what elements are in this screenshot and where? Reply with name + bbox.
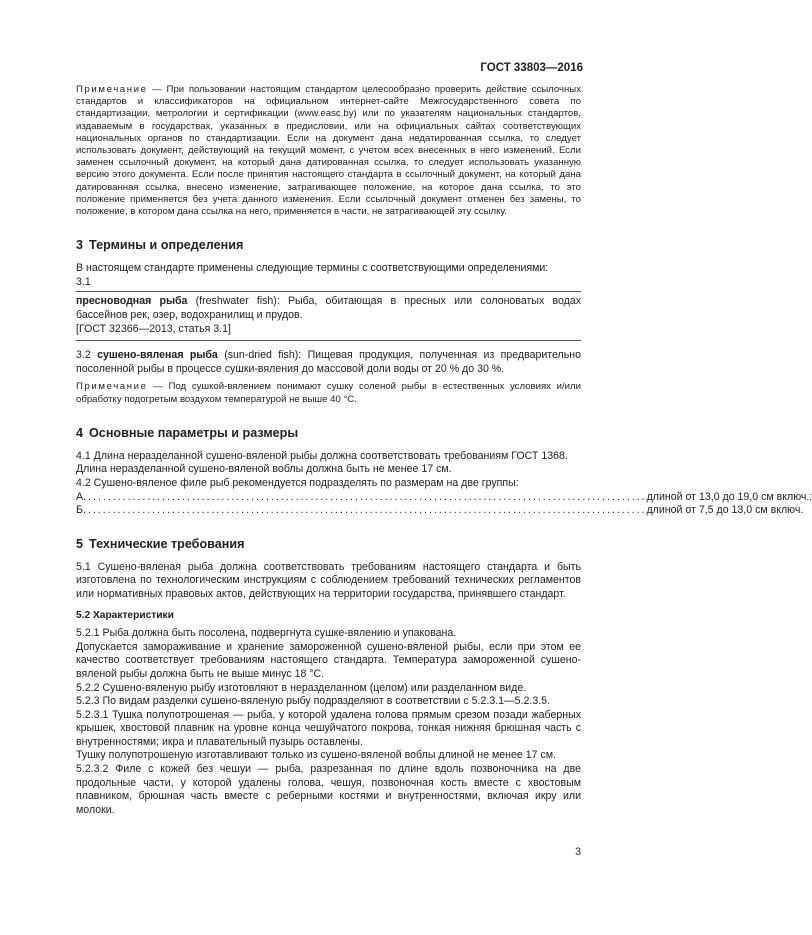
note-drying: [76, 381, 581, 405]
term-3-1-reference: [ГОСТ 32366—2013, статья 3.1]: [76, 322, 231, 335]
term-3-1-term: пресноводная рыба: [76, 295, 188, 308]
note-references: [76, 84, 581, 218]
group-b-label: Б: [76, 504, 83, 517]
term-3-1-def-text: Рыба, обитающая в пресных или солоноватых водах бассейнов рек, озер, водохранилищ и прудов.: [76, 295, 581, 322]
section-number: 3: [76, 238, 84, 253]
page-content: [76, 84, 812, 817]
section-3-heading: [76, 238, 581, 252]
para-4-2: 4.2 Сушено-вяленое филе рыб рекомендуется подразделять по размерам на две группы:: [76, 476, 519, 489]
para-5-2-1-freezing: Допускается замораживание и хранение замороженной сушено-вяленой рыбы, если при этом ее качество соответствует требованиям настоящего стандарта. Температура замороженной сушено-вяленой рыбы должна быть не выше минус 18 °С.: [76, 640, 581, 680]
para-5-2-3-1-vobla: Тушку полупотрошеную изготавливают только из сушено-вяленой воблы длиной не менее 17 см.: [76, 749, 556, 762]
term-3-2-english: (sun-dried fish):: [224, 349, 302, 362]
note-lead: Примечание: [76, 84, 148, 95]
para-5-2-3-1: 5.2.3.1 Тушка полупотрошеная — рыба, у которой удалена голова прямым срезом позади жаберных крышек, хвостовой плавник на уровне конца чешуйчатого покрова, тонкая нижняя брюшная часть с внутренностями; икра и плавательный пузырь оставлены.: [76, 708, 581, 748]
note-lead: Примечание: [76, 381, 148, 393]
section-4-body: [76, 449, 812, 518]
term-3-2-term: сушено-вяленая рыба: [97, 349, 218, 362]
section-5-heading: [76, 537, 581, 551]
subsection-5-2-heading: 5.2 Характеристики: [76, 609, 174, 621]
term-3-1-box: [76, 291, 581, 341]
group-b-row: Б .................................................................................................................. длиной от 7,5 до 13,0 см включ.: [76, 504, 804, 517]
para-5-2-2: 5.2.2 Сушено-вяленую рыбу изготовляют в неразделанном (целом) или разделанном виде.: [76, 681, 527, 694]
para-5-2-3-2: 5.2.3.2 Филе с кожей без чешуи — рыба, разрезанная по длине вдоль позвоночника на две продольные части, у которой удалены голова, чешуя, позвоночная кость вместе с хвостовым плавником, брюшная часть вместе с реберными костями и внутренностями, включая икру или молоки.: [76, 763, 581, 816]
para-5-2-1: 5.2.1 Рыба должна быть посолена, подвергнута сушке-вялению и упакована.: [76, 627, 457, 640]
group-a-text: длиной от 13,0 до 19,0 см включ.;: [646, 490, 812, 503]
section-number: 5: [76, 536, 84, 551]
term-3-1-definition: [76, 295, 581, 322]
term-3-1-english: (freshwater fish):: [195, 295, 280, 308]
para-5-2-3: 5.2.3 По видам разделки сушено-вяленую рыбу подразделяют в соответствии с 5.2.3.1—5.2.3.5.: [76, 695, 550, 708]
para-4-1: 4.1 Длина неразделанной сушено-вяленой рыбы должна соответствовать требованиям ГОСТ 1368.: [76, 449, 568, 462]
document-code: ГОСТ 33803—2016: [480, 62, 583, 74]
term-3-1-number: 3.1: [76, 275, 91, 288]
term-3-2-number: 3.2: [76, 349, 91, 362]
section-title: Термины и определения: [89, 238, 244, 253]
section-3-intro: В настоящем стандарте применены следующие термины с соответствующими определениями:: [76, 262, 549, 275]
section-title: Основные параметры и размеры: [89, 425, 299, 440]
group-a-label: А: [76, 490, 84, 503]
group-a-row: А .................................................................................................................. длиной от 13,0 до 19,0 см включ.;: [76, 490, 812, 503]
section-4-heading: [76, 426, 581, 440]
page-number: 3: [575, 846, 581, 858]
section-3-body: [76, 262, 581, 406]
para-4-1-length: Длина неразделанной сушено-вяленой воблы должна быть не менее 17 см.: [76, 463, 452, 476]
section-5-body: [76, 561, 581, 818]
section-number: 4: [76, 425, 84, 440]
note-text: — Под сушкой-вялением понимают сушку соленой рыбы в естественных условиях и/или обработку подогретым воздухом температурой не выше 40 °С.: [76, 381, 581, 405]
term-3-2-def-text: Пищевая продукция, полученная из предварительно посоленной рыбы в процессе сушки-вяления до массовой доли воды от 20 % до 30 %.: [76, 349, 581, 375]
group-b-text: длиной от 7,5 до 13,0 см включ.: [646, 504, 804, 517]
term-3-2-definition: [76, 349, 581, 376]
para-5-1: 5.1 Сушено-вяленая рыба должна соответствовать требованиям настоящего стандарта и быть изготовлена по технологическим инструкциям с соблюдением требований технических регламентов или нормативных правовых актов, действующих на территории государства, принявшего стандарт.: [76, 560, 581, 600]
section-title: Технические требования: [89, 536, 245, 551]
note-text: — При пользовании настоящим стандартом целесообразно проверить действие ссылочных стандартов и классификаторов на официальном интернет-сайте Межгосударственного совета по стандартизации, метрологии и сертификации (www.easc.by) или по указателям национальных стандартов, издаваемым в государствах, указанных в предисловии, или на официальных сайтах соответствующих национальных органов по стандартизации. Если на документ дана недатированная ссылка, то следует использовать документ, действующий на текущий момент, с учетом всех внесенных в него изменений. Если заменен ссылочный документ, на который дана датированная ссылка, то следует использовать указанную версию этого документа. Если после принятия настоящего стандарта в ссылочный документ, на который дана датированная ссылка, внесено изменение, затрагивающее положение, на которое дана ссылка, то это положение применяется без учета данного изменения. Если ссылочный документ отменен без замены, то положение, в котором дана ссылка на него, применяется в части, не затрагивающей эту ссылку.: [76, 84, 581, 218]
